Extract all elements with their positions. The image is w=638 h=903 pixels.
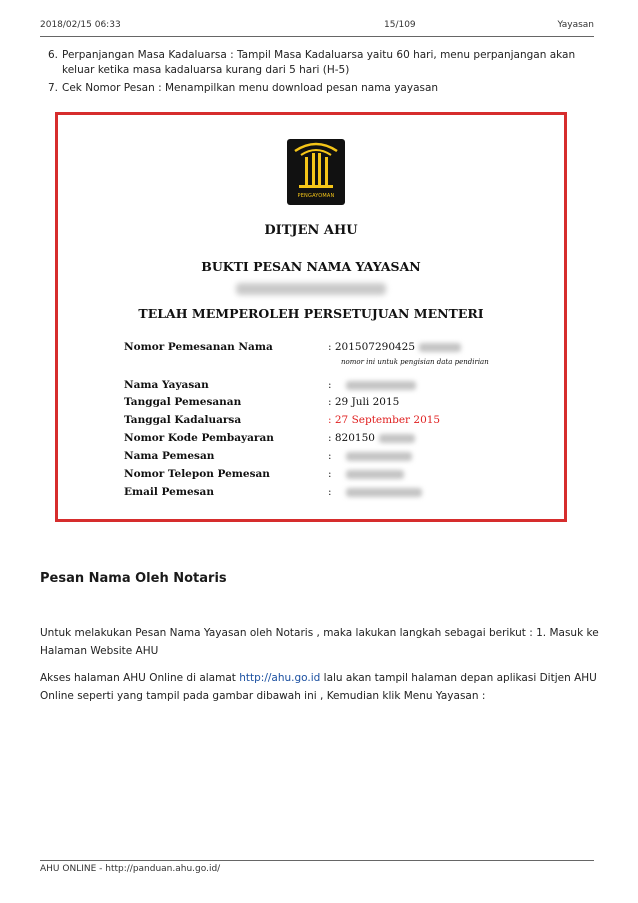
header-section: Yayasan [557,20,594,30]
blurred-value [346,452,412,461]
list-item-text: Cek Nomor Pesan : Menampilkan menu download pesan nama yayasan [62,82,439,94]
ahu-website-link[interactable]: http://ahu.go.id [239,672,321,684]
field-value: : [328,468,404,480]
field-label: Nomor Kode Pembayaran [124,432,274,444]
blurred-value [419,343,461,352]
field-label: Email Pemesan [124,486,214,498]
paragraph-access: Akses halaman AHU Online di alamat http://ahu.go.id lalu akan tampil halaman depan aplikasi Ditjen AHU Online seperti yang tampil pada gambar dibawah ini , Kemudian klik Menu Yayasan : [40,672,597,702]
field-value: : [328,450,412,462]
field-value: : 820150 [328,432,415,444]
field-value: : [328,486,422,498]
field-label: Nomor Telepon Pemesan [124,468,270,480]
footer-divider [40,860,594,861]
certificate-subtitle: BUKTI PESAN NAMA YAYASAN [201,259,421,274]
blurred-value [346,470,404,479]
field-value: : [328,379,416,391]
list-item [40,81,600,96]
booking-certificate-image [55,112,567,522]
field-label: Tanggal Pemesanan [124,396,242,408]
list-item-number: 7. [48,82,59,94]
page-footer: AHU ONLINE - http://panduan.ahu.go.id/ [40,864,221,874]
section-title: Pesan Nama Oleh Notaris [40,571,227,586]
field-label: Tanggal Kadaluarsa [124,414,242,426]
page-header [40,20,594,34]
header-divider [40,36,594,37]
certificate-title: DITJEN AHU [264,223,358,238]
certificate-approval: TELAH MEMPEROLEH PERSETUJUAN MENTERI [138,306,484,321]
field-value: : 29 Juli 2015 [328,396,400,408]
field-label: Nomor Pemesanan Nama [124,341,273,353]
field-label: Nama Yayasan [124,379,209,391]
paragraph-steps: Untuk melakukan Pesan Nama Yayasan oleh Notaris , maka lakukan langkah sebagai berikut : 1. Masuk ke Halaman Website AHU [40,627,599,657]
field-value-expiry: : 27 September 2015 [328,414,441,426]
field-label: Nama Pemesan [124,450,215,462]
certificate-note: nomor ini untuk pengisian data pendirian [341,358,489,366]
pengayoman-logo-icon [287,139,345,205]
field-value: : 201507290425 [328,341,461,353]
blurred-name [236,283,386,295]
list-item [40,48,600,78]
blurred-value [379,434,415,443]
blurred-value [346,488,422,497]
logo-caption: PENGAYOMAN [297,193,335,199]
feature-list [40,48,600,96]
header-page-number: 15/109 [384,20,416,30]
list-item-text: Perpanjangan Masa Kadaluarsa : Tampil Masa Kadaluarsa yaitu 60 hari, menu perpanjangan akan keluar ketika masa kadaluarsa kurang dari 5 hari (H-5) [62,49,576,76]
list-item-number: 6. [48,49,59,61]
blurred-value [346,381,416,390]
header-datetime: 2018/02/15 06:33 [40,20,121,30]
